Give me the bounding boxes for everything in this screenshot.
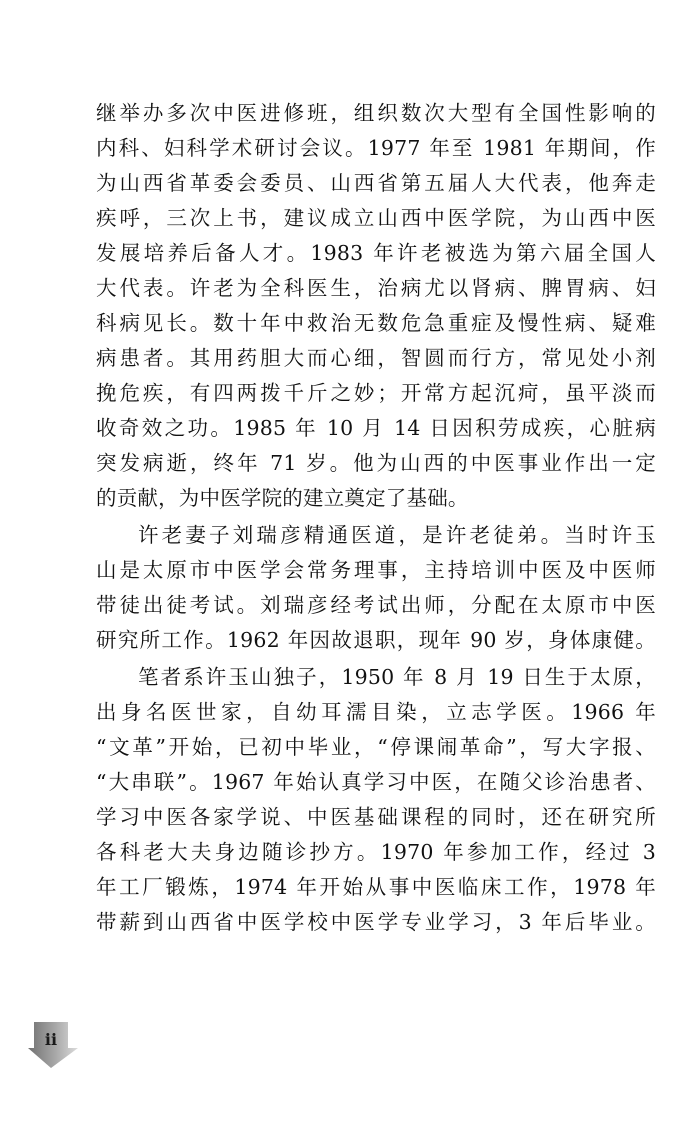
paragraph-3: [96, 660, 656, 940]
text-line: 山是太原市中医学会常务理事，主持培训中医及中医师: [96, 558, 656, 582]
text-line: 收奇效之功。1985 年 10 月 14 日因积劳成疾，心脏病: [96, 416, 656, 440]
text-line: 大代表。许老为全科医生，治病尤以肾病、脾胃病、妇: [96, 276, 656, 300]
text-line: 为山西省革委会委员、山西省第五届人大代表，他奔走: [96, 171, 656, 195]
text-line: 研究所工作。1962 年因故退职，现年 90 岁，身体康健。: [96, 628, 656, 652]
text-line: 各科老大夫身边随诊抄方。1970 年参加工作，经过 3: [96, 840, 656, 864]
body-text: [96, 96, 656, 940]
text-line: 带薪到山西省中医学校中医学专业学习，3 年后毕业。: [96, 910, 656, 934]
paragraph-2: [96, 518, 656, 658]
text-line: 疾呼，三次上书，建议成立山西中医学院，为山西中医: [96, 206, 656, 230]
text-line: 带徒出徒考试。刘瑞彦经考试出师，分配在太原市中医: [96, 593, 656, 617]
text-line: “大串联”。1967 年始认真学习中医，在随父诊治患者、: [96, 770, 656, 794]
text-line: 科病见长。数十年中救治无数危急重症及慢性病、疑难: [96, 311, 656, 335]
text-line: 出身名医世家，自幼耳濡目染，立志学医。1966 年: [96, 700, 656, 724]
text-line: 笔者系许玉山独子，1950 年 8 月 19 日生于太原，: [138, 665, 656, 689]
text-line: 内科、妇科学术研讨会议。1977 年至 1981 年期间，作: [96, 136, 656, 160]
page-number: ii: [44, 1030, 58, 1049]
text-line: 年工厂锻炼，1974 年开始从事中医临床工作，1978 年: [96, 875, 656, 899]
text-line: 的贡献，为中医学院的建立奠定了基础。: [96, 486, 469, 510]
text-line: 挽危疾，有四两拨千斤之妙；开常方起沉疴，虽平淡而: [96, 381, 656, 405]
text-line: 发展培养后备人才。1983 年许老被选为第六届全国人: [96, 241, 656, 265]
text-line: 许老妻子刘瑞彦精通医道，是许老徒弟。当时许玉: [138, 523, 656, 547]
page-number-marker: [28, 1018, 86, 1070]
text-line: 突发病逝，终年 71 岁。他为山西的中医事业作出一定: [96, 451, 656, 475]
paragraph-1: [96, 96, 656, 516]
text-line: 学习中医各家学说、中医基础课程的同时，还在研究所: [96, 805, 656, 829]
text-line: 病患者。其用药胆大而心细，智圆而行方，常见处小剂: [96, 346, 656, 370]
text-line: 继举办多次中医进修班，组织数次大型有全国性影响的: [96, 101, 656, 125]
text-line: “文革”开始，已初中毕业，“停课闹革命”，写大字报、: [96, 735, 656, 759]
